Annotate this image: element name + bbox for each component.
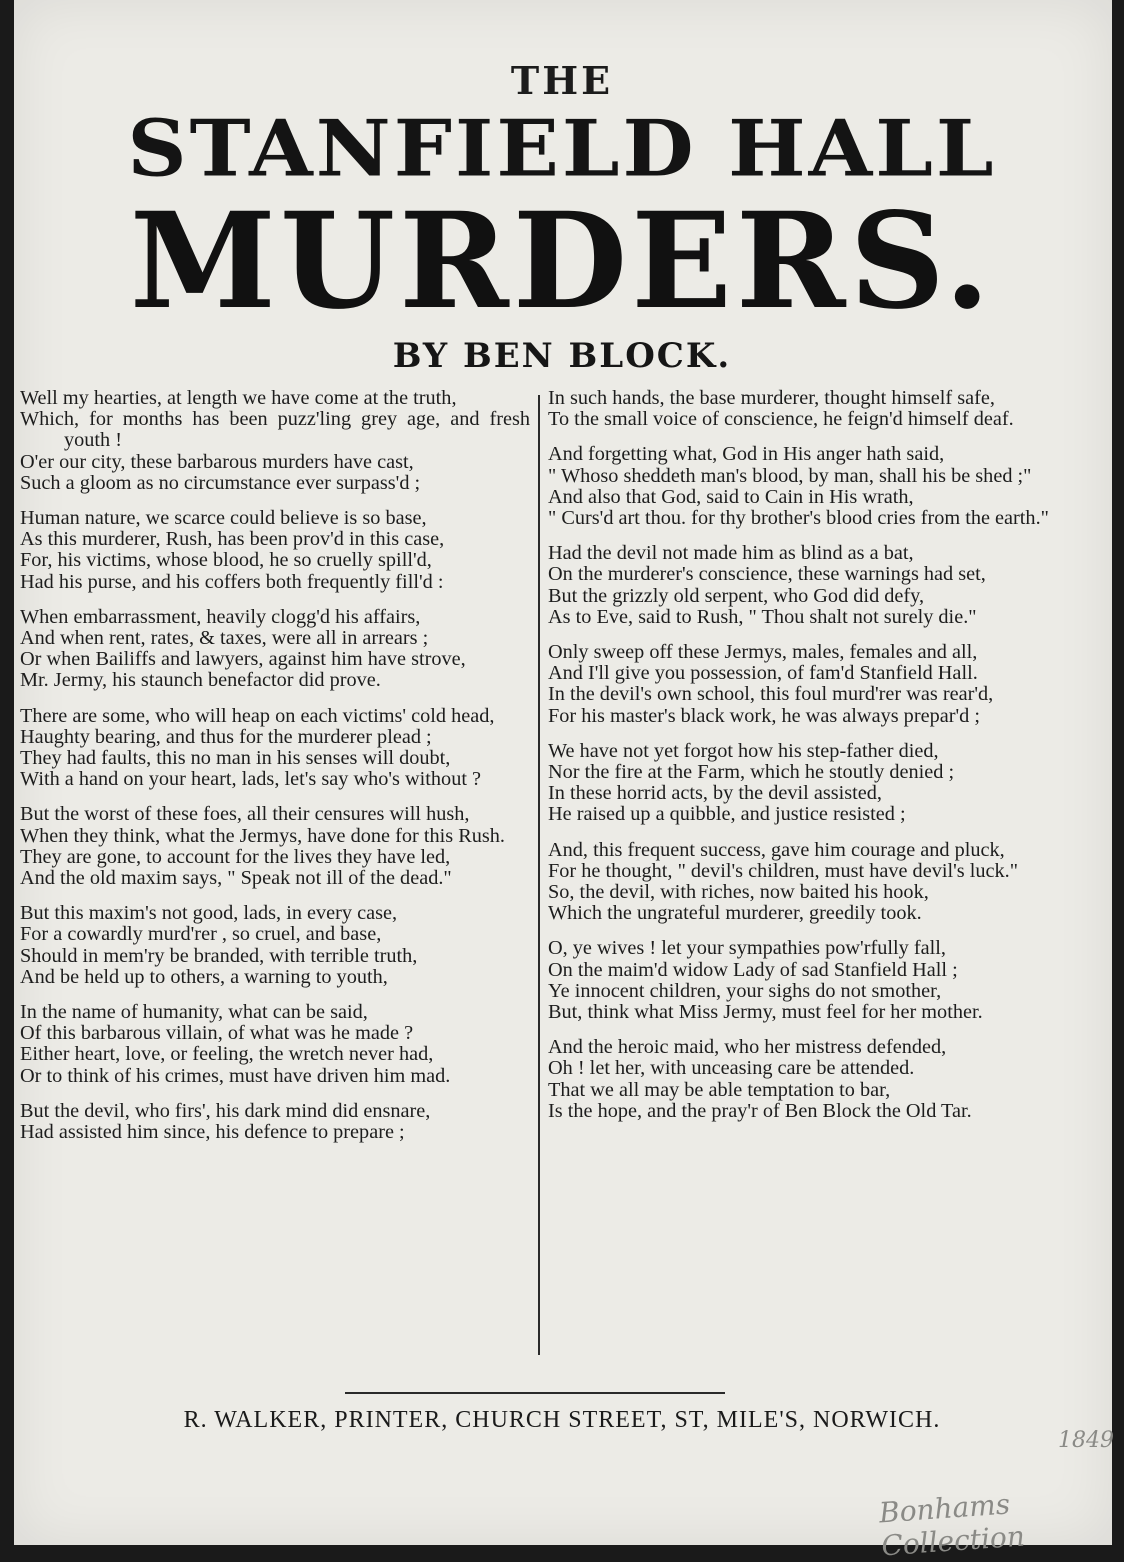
verse-line: In such hands, the base murderer, thought himself safe, (548, 387, 995, 409)
verse-line: In these horrid acts, by the devil assisted, (548, 782, 882, 805)
stanza (548, 388, 1060, 430)
verse-line: And be held up to others, a warning to youth, (20, 965, 388, 988)
verse-line: Nor the fire at the Farm, which he stoutly denied ; (548, 761, 955, 784)
verse-line: Which the ungrateful murderer, greedily took. (548, 902, 922, 925)
verse-line: Only sweep off these Jermys, males, females and all, (548, 641, 978, 664)
verse-line: And the heroic maid, who her mistress defended, (548, 1036, 947, 1059)
footer-rule (345, 1392, 725, 1394)
verse-line: Well my hearties, at length we have come at the truth, (20, 387, 457, 409)
verse-line: With a hand on your heart, lads, let's say who's without ? (20, 768, 482, 791)
verse-line: O'er our city, these barbarous murders have cast, (20, 450, 414, 473)
title-the: THE (510, 58, 614, 103)
stanza (548, 444, 1060, 529)
verse-line: And also that God, said to Cain in His wrath, (548, 485, 914, 508)
verse-line: Haughty bearing, and thus for the murderer plead ; (20, 725, 432, 748)
right-verse-column (548, 388, 1060, 1136)
verse-line: But the devil, who firs', his dark mind did ensnare, (20, 1099, 431, 1122)
printer-imprint: R. WALKER, PRINTER, CHURCH STREET, ST, MILE'S, NORWICH. (183, 1407, 941, 1433)
verse-line: When embarrassment, heavily clogg'd his affairs, (20, 605, 421, 628)
verse-line: O, ye wives ! let your sympathies pow'rfully fall, (548, 937, 946, 960)
verse-line: He raised up a quibble, and justice resisted ; (548, 803, 906, 826)
verse-line: Had assisted him since, his defence to prepare ; (20, 1121, 405, 1144)
title-murders: MURDERS. (129, 184, 995, 339)
stanza (548, 642, 1060, 727)
stanza (20, 508, 530, 593)
left-verse-column (20, 388, 530, 1157)
stanza (20, 804, 530, 889)
verse-line: Mr. Jermy, his staunch benefactor did prove. (20, 669, 381, 692)
verse-line: And, this frequent success, gave him courage and pluck, (548, 838, 1005, 861)
verse-line: There are some, who will heap on each victims' cold head, (20, 704, 495, 727)
column-divider (538, 395, 540, 1355)
stanza (548, 938, 1060, 1023)
stanza (548, 840, 1060, 925)
verse-line: Which, for months has been puzz'ling grey age, and fresh youth ! (20, 408, 530, 452)
verse-line: We have not yet forgot how his step-father died, (548, 739, 939, 762)
stanza (20, 903, 530, 988)
verse-line: That we all may be able temptation to bar, (548, 1078, 891, 1101)
stanza (20, 388, 530, 494)
verse-line: " Whoso sheddeth man's blood, by man, shall his be shed ;" (548, 464, 1032, 487)
verse-line: And I'll give you possession, of fam'd Stanfield Hall. (548, 662, 978, 685)
verse-line: But the grizzly old serpent, who God did defy, (548, 584, 925, 607)
verse-line: Oh ! let her, with unceasing care be attended. (548, 1057, 915, 1080)
stanza (548, 543, 1060, 628)
verse-line: Either heart, love, or feeling, the wretch never had, (20, 1043, 434, 1066)
verse-line: As this murderer, Rush, has been prov'd in this case, (20, 528, 445, 551)
verse-line: In the devil's own school, this foul murd'rer was rear'd, (548, 683, 994, 706)
verse-line: But, think what Miss Jermy, must feel for her mother. (548, 1001, 983, 1024)
stanza (20, 1101, 530, 1143)
verse-line: For he thought, " devil's children, must have devil's luck." (548, 859, 1018, 882)
verse-line: For, his victims, whose blood, he so cruelly spill'd, (20, 549, 432, 572)
handwritten-year: 1849 (1058, 1428, 1114, 1453)
verse-line: " Curs'd art thou. for thy brother's blood cries from the earth." (548, 507, 1049, 530)
verse-line: Such a gloom as no circumstance ever surpass'd ; (20, 471, 421, 494)
verse-line: And forgetting what, God in His anger hath said, (548, 443, 945, 466)
verse-line: In the name of humanity, what can be said, (20, 1001, 368, 1024)
verse-line: So, the devil, with riches, now baited his hook, (548, 881, 929, 904)
verse-line: Or when Bailiffs and lawyers, against him have strove, (20, 648, 466, 671)
verse-line: And when rent, rates, & taxes, were all in arrears ; (20, 627, 429, 650)
verse-line: But the worst of these foes, all their censures will hush, (20, 803, 470, 826)
stanza (20, 607, 530, 692)
verse-line: They had faults, this no man in his senses will doubt, (20, 747, 451, 770)
stanza (20, 1002, 530, 1087)
verse-line: When they think, what the Jermys, have done for this Rush. (20, 824, 505, 847)
verse-line: As to Eve, said to Rush, " Thou shalt not surely die." (548, 605, 977, 628)
verse-line: But this maxim's not good, lads, in every case, (20, 902, 398, 925)
verse-line: On the murderer's conscience, these warnings had set, (548, 563, 986, 586)
stanza (548, 741, 1060, 826)
verse-line: For his master's black work, he was always prepar'd ; (548, 704, 980, 727)
verse-line: On the maim'd widow Lady of sad Stanfield Hall ; (548, 958, 958, 981)
verse-line: They are gone, to account for the lives they have led, (20, 845, 451, 868)
verse-line: Is the hope, and the pray'r of Ben Block the Old Tar. (548, 1099, 972, 1122)
byline: BY BEN BLOCK. (392, 336, 732, 376)
verse-line: Ye innocent children, your sighs do not smother, (548, 979, 942, 1002)
stanza (548, 1037, 1060, 1122)
verse-line: Should in mem'ry be branded, with terrible truth, (20, 944, 418, 967)
verse-line: Had his purse, and his coffers both frequently fill'd : (20, 570, 444, 593)
verse-line: Had the devil not made him as blind as a bat, (548, 542, 914, 565)
verse-line: Human nature, we scarce could believe is so base, (20, 507, 427, 530)
title-stanfield-hall: STANFIELD HALL (127, 103, 997, 195)
handwritten-collection-note: Bonhams Collection (877, 1487, 1026, 1562)
stanza (20, 706, 530, 791)
verse-line: For a cowardly murd'rer , so cruel, and base, (20, 923, 382, 946)
verse-line: Of this barbarous villain, of what was he made ? (20, 1022, 414, 1045)
verse-line: Or to think of his crimes, must have driven him mad. (20, 1064, 451, 1087)
verse-line: And the old maxim says, " Speak not ill of the dead." (20, 867, 452, 890)
verse-line: To the small voice of conscience, he feign'd himself deaf. (548, 408, 1014, 431)
